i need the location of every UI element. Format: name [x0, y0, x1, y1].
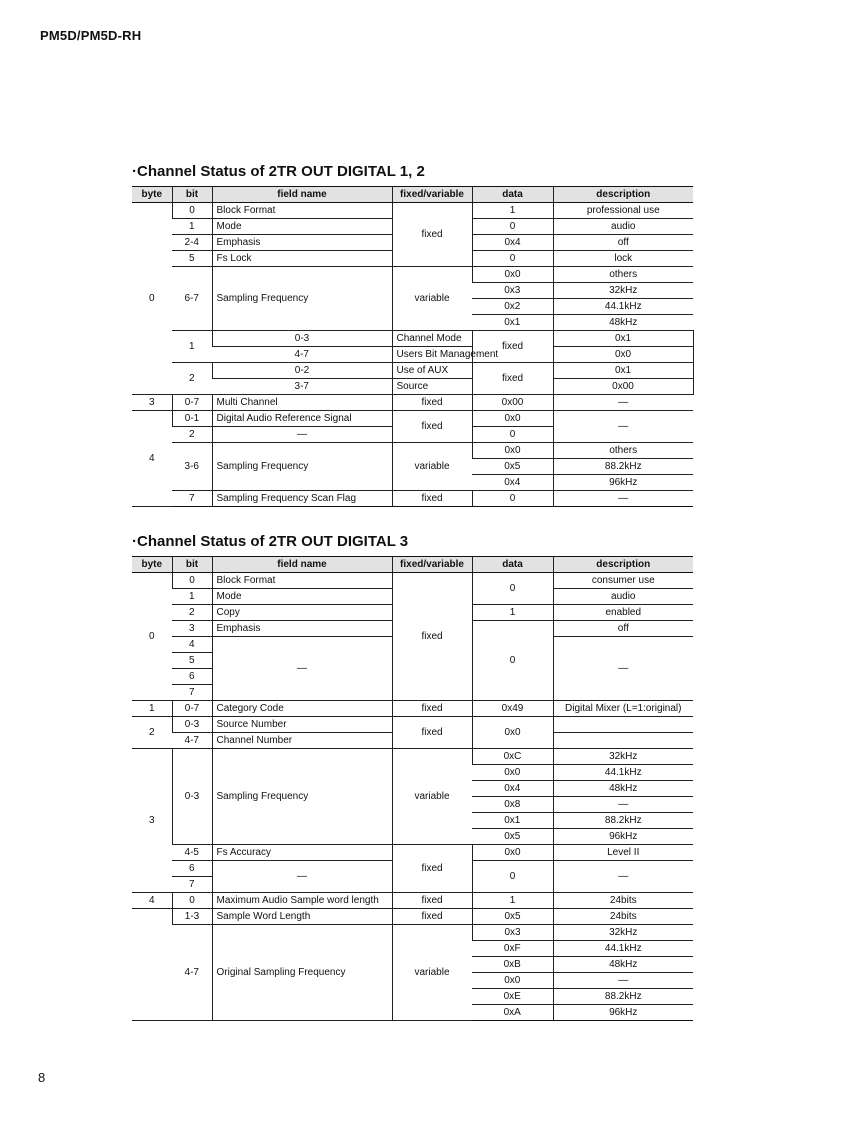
table-cell: 0-7	[172, 395, 212, 411]
table-cell: 3-6	[172, 443, 212, 491]
table-cell: 1	[172, 331, 212, 363]
table-cell: fixed	[392, 717, 472, 749]
table-cell: —	[553, 861, 693, 893]
table-cell: Level II	[553, 845, 693, 861]
table-cell: 0	[472, 621, 553, 701]
table-cell	[553, 717, 693, 733]
table-row	[132, 749, 693, 765]
table-cell: 2	[172, 363, 212, 395]
table-cell: 0-3	[172, 717, 212, 733]
table-row	[132, 573, 693, 589]
table-cell: 96kHz	[553, 1005, 693, 1021]
table-cell: Sampling Frequency	[212, 443, 392, 491]
table-row	[132, 203, 693, 219]
table-cell: 96kHz	[553, 475, 693, 491]
table-cell: lock	[553, 251, 693, 267]
table-cell: Maximum Audio Sample word length	[212, 893, 392, 909]
table-cell: fixed	[392, 203, 472, 267]
table-cell: 88.2kHz	[553, 813, 693, 829]
table-cell: fixed	[392, 909, 472, 925]
table-cell: 4-5	[172, 845, 212, 861]
table-cell: 24bits	[553, 909, 693, 925]
table-row	[132, 411, 693, 427]
table-cell: 0-7	[172, 701, 212, 717]
table-cell: off	[553, 235, 693, 251]
table-header-row	[132, 187, 693, 203]
table-cell: Mode	[212, 219, 392, 235]
table-cell: Source	[392, 379, 472, 395]
table-cell: variable	[392, 925, 472, 1021]
table-cell: 3	[132, 749, 172, 893]
table-cell: 88.2kHz	[553, 459, 693, 475]
table-cell: Sampling Frequency	[212, 749, 392, 845]
table-cell: 0-2	[212, 363, 392, 379]
table-cell: 0x5	[472, 909, 553, 925]
table-cell: variable	[392, 267, 472, 331]
table-cell: fixed	[392, 701, 472, 717]
table-cell: audio	[553, 219, 693, 235]
table-cell: 0	[472, 573, 553, 605]
table-cell: 6	[172, 861, 212, 877]
header-field-name: field name	[212, 187, 392, 203]
table-cell: 0xB	[472, 957, 553, 973]
table-cell: 4-7	[172, 925, 212, 1021]
table-cell: 88.2kHz	[553, 989, 693, 1005]
table-header-row	[132, 557, 693, 573]
channel-status-table-digital-3	[132, 556, 693, 1021]
table-cell: 0x4	[472, 235, 553, 251]
table-cell: —	[553, 797, 693, 813]
header-field-name: field name	[212, 557, 392, 573]
table-cell: 1	[172, 219, 212, 235]
table-cell: 0x49	[472, 701, 553, 717]
table-cell: 48kHz	[553, 315, 693, 331]
table-cell: —	[553, 491, 693, 507]
header-fixed-variable: fixed/variable	[392, 557, 472, 573]
table-cell: Sampling Frequency Scan Flag	[212, 491, 392, 507]
table-cell: audio	[553, 589, 693, 605]
table-cell: 0	[172, 573, 212, 589]
table-cell: 6-7	[172, 267, 212, 331]
table-cell: —	[553, 411, 693, 443]
table-cell: 32kHz	[553, 749, 693, 765]
table-cell: fixed	[392, 845, 472, 893]
table-cell: 4-7	[172, 733, 212, 749]
table-cell: 7	[172, 491, 212, 507]
table-cell: 0x8	[472, 797, 553, 813]
header-byte: byte	[132, 187, 172, 203]
table-row	[132, 701, 693, 717]
table-cell: 96kHz	[553, 829, 693, 845]
table-cell: 0x2	[472, 299, 553, 315]
table-cell: 0	[132, 573, 172, 701]
table-cell: —	[553, 637, 693, 701]
table-cell: Mode	[212, 589, 392, 605]
table-row	[132, 443, 693, 459]
table-cell: 7	[172, 877, 212, 893]
table-cell: 0x0	[472, 267, 553, 283]
table-cell: 0x5	[472, 459, 553, 475]
table-row	[132, 363, 693, 379]
table-cell: 0x0	[553, 347, 693, 363]
table-cell: 0	[472, 427, 553, 443]
table-cell: Channel Number	[212, 733, 392, 749]
table-cell: 0x3	[472, 283, 553, 299]
table-cell: 48kHz	[553, 957, 693, 973]
table-row	[132, 331, 693, 347]
table-row	[132, 267, 693, 283]
table-cell: 44.1kHz	[553, 299, 693, 315]
table-cell: 0-3	[212, 331, 392, 347]
table-cell: fixed	[472, 331, 553, 363]
table-cell: 1	[172, 589, 212, 605]
table-cell: Block Format	[212, 573, 392, 589]
table-cell: 0x1	[472, 813, 553, 829]
table-cell: others	[553, 267, 693, 283]
table-cell: 0-3	[172, 749, 212, 845]
table-cell: Copy	[212, 605, 392, 621]
table-cell: Fs Accuracy	[212, 845, 392, 861]
table-cell: 0x1	[472, 315, 553, 331]
table-cell: Emphasis	[212, 235, 392, 251]
table-cell: enabled	[553, 605, 693, 621]
table-cell: 0x4	[472, 781, 553, 797]
table-cell: 3	[172, 621, 212, 637]
table-cell: fixed	[392, 491, 472, 507]
table-cell: 0x4	[472, 475, 553, 491]
table-cell: 0x1	[553, 363, 693, 379]
table-row	[132, 909, 693, 925]
table-cell: Users Bit Management	[392, 347, 472, 363]
table-cell: 0x0	[472, 717, 553, 749]
header-description: description	[553, 187, 693, 203]
table-cell: Use of AUX	[392, 363, 472, 379]
table-cell: 0xF	[472, 941, 553, 957]
table-cell: Sampling Frequency	[212, 267, 392, 331]
channel-status-table-digital-1-2	[132, 186, 693, 507]
table-cell: 0xE	[472, 989, 553, 1005]
table-cell: 1	[132, 701, 172, 717]
table-cell: 0	[132, 203, 172, 395]
table-cell: 1	[472, 203, 553, 219]
table-cell: Multi Channel	[212, 395, 392, 411]
table-cell: 0xC	[472, 749, 553, 765]
table-cell: 0	[172, 893, 212, 909]
table-cell: off	[553, 621, 693, 637]
table-cell: 0x0	[472, 443, 553, 459]
table-cell: 0	[472, 219, 553, 235]
table-cell: Original Sampling Frequency	[212, 925, 392, 1021]
header-bit: bit	[172, 187, 212, 203]
table-cell: Sample Word Length	[212, 909, 392, 925]
table-cell: 4	[172, 637, 212, 653]
table-cell: 1-3	[172, 909, 212, 925]
table-cell: 4	[132, 411, 172, 507]
table-cell: —	[212, 861, 392, 893]
table-cell: 44.1kHz	[553, 765, 693, 781]
table-row	[132, 845, 693, 861]
table-cell: Emphasis	[212, 621, 392, 637]
table-row	[132, 347, 693, 363]
table-cell: 0x0	[472, 845, 553, 861]
header-data: data	[472, 187, 553, 203]
table-cell: 0	[172, 203, 212, 219]
table-cell: 5	[172, 653, 212, 669]
table-cell: 0x00	[553, 379, 693, 395]
table-cell: fixed	[392, 395, 472, 411]
header-byte: byte	[132, 557, 172, 573]
table-cell: —	[553, 395, 693, 411]
table-cell: 2-4	[172, 235, 212, 251]
table-cell: 4-7	[212, 347, 392, 363]
table-cell: 0-1	[172, 411, 212, 427]
page-number: 8	[38, 1070, 46, 1085]
table-cell: 32kHz	[553, 283, 693, 299]
table-cell: 0x0	[472, 765, 553, 781]
table-cell: 3-7	[212, 379, 392, 395]
table-cell: Channel Mode	[392, 331, 472, 347]
table-row	[132, 491, 693, 507]
table-cell: 0x1	[553, 331, 693, 347]
table-cell: 2	[172, 427, 212, 443]
table-cell: 0x5	[472, 829, 553, 845]
table-cell: 0xA	[472, 1005, 553, 1021]
table-cell: 1	[472, 605, 553, 621]
document-header-title: PM5D/PM5D-RH	[40, 28, 142, 43]
table-row	[132, 395, 693, 411]
table-cell: variable	[392, 443, 472, 491]
table-cell: 1	[472, 893, 553, 909]
section-title-digital-3: ·Channel Status of 2TR OUT DIGITAL 3	[132, 533, 409, 550]
table-cell: fixed	[392, 573, 472, 701]
table-cell: 44.1kHz	[553, 941, 693, 957]
section-title-digital-1-2: ·Channel Status of 2TR OUT DIGITAL 1, 2	[132, 163, 425, 180]
table-cell: 0	[472, 861, 553, 893]
table-cell: fixed	[392, 411, 472, 443]
table-cell: Digital Audio Reference Signal	[212, 411, 392, 427]
table-cell: 48kHz	[553, 781, 693, 797]
table-cell: 2	[132, 717, 172, 749]
table-cell: others	[553, 443, 693, 459]
table-cell: consumer use	[553, 573, 693, 589]
table-cell: 5	[172, 251, 212, 267]
table-cell	[553, 733, 693, 749]
table-row	[132, 925, 693, 941]
table-cell: fixed	[472, 363, 553, 395]
header-description: description	[553, 557, 693, 573]
table-cell: 32kHz	[553, 925, 693, 941]
table-cell: 3	[132, 395, 172, 411]
table-row	[132, 893, 693, 909]
table-cell: —	[212, 427, 392, 443]
table-cell: Category Code	[212, 701, 392, 717]
table-cell: Source Number	[212, 717, 392, 733]
header-fixed-variable: fixed/variable	[392, 187, 472, 203]
table-cell: Block Format	[212, 203, 392, 219]
table-cell: —	[212, 637, 392, 701]
table-cell: 0	[472, 251, 553, 267]
table-cell: 0x3	[472, 925, 553, 941]
table-cell: —	[553, 973, 693, 989]
table-cell: 0x0	[472, 411, 553, 427]
table-cell: 0x0	[472, 973, 553, 989]
table-cell: 4	[132, 893, 172, 909]
table-cell: 24bits	[553, 893, 693, 909]
table-cell: 2	[172, 605, 212, 621]
table-cell: Digital Mixer (L=1:original)	[553, 701, 693, 717]
table-cell: 0	[472, 491, 553, 507]
table-cell	[132, 909, 172, 1021]
table-cell: professional use	[553, 203, 693, 219]
table-row	[132, 379, 693, 395]
table-row	[132, 717, 693, 733]
table-cell: Fs Lock	[212, 251, 392, 267]
header-data: data	[472, 557, 553, 573]
header-bit: bit	[172, 557, 212, 573]
table-cell: 0x00	[472, 395, 553, 411]
table-cell: fixed	[392, 893, 472, 909]
table-cell: 7	[172, 685, 212, 701]
table-cell: 6	[172, 669, 212, 685]
table-cell: variable	[392, 749, 472, 845]
